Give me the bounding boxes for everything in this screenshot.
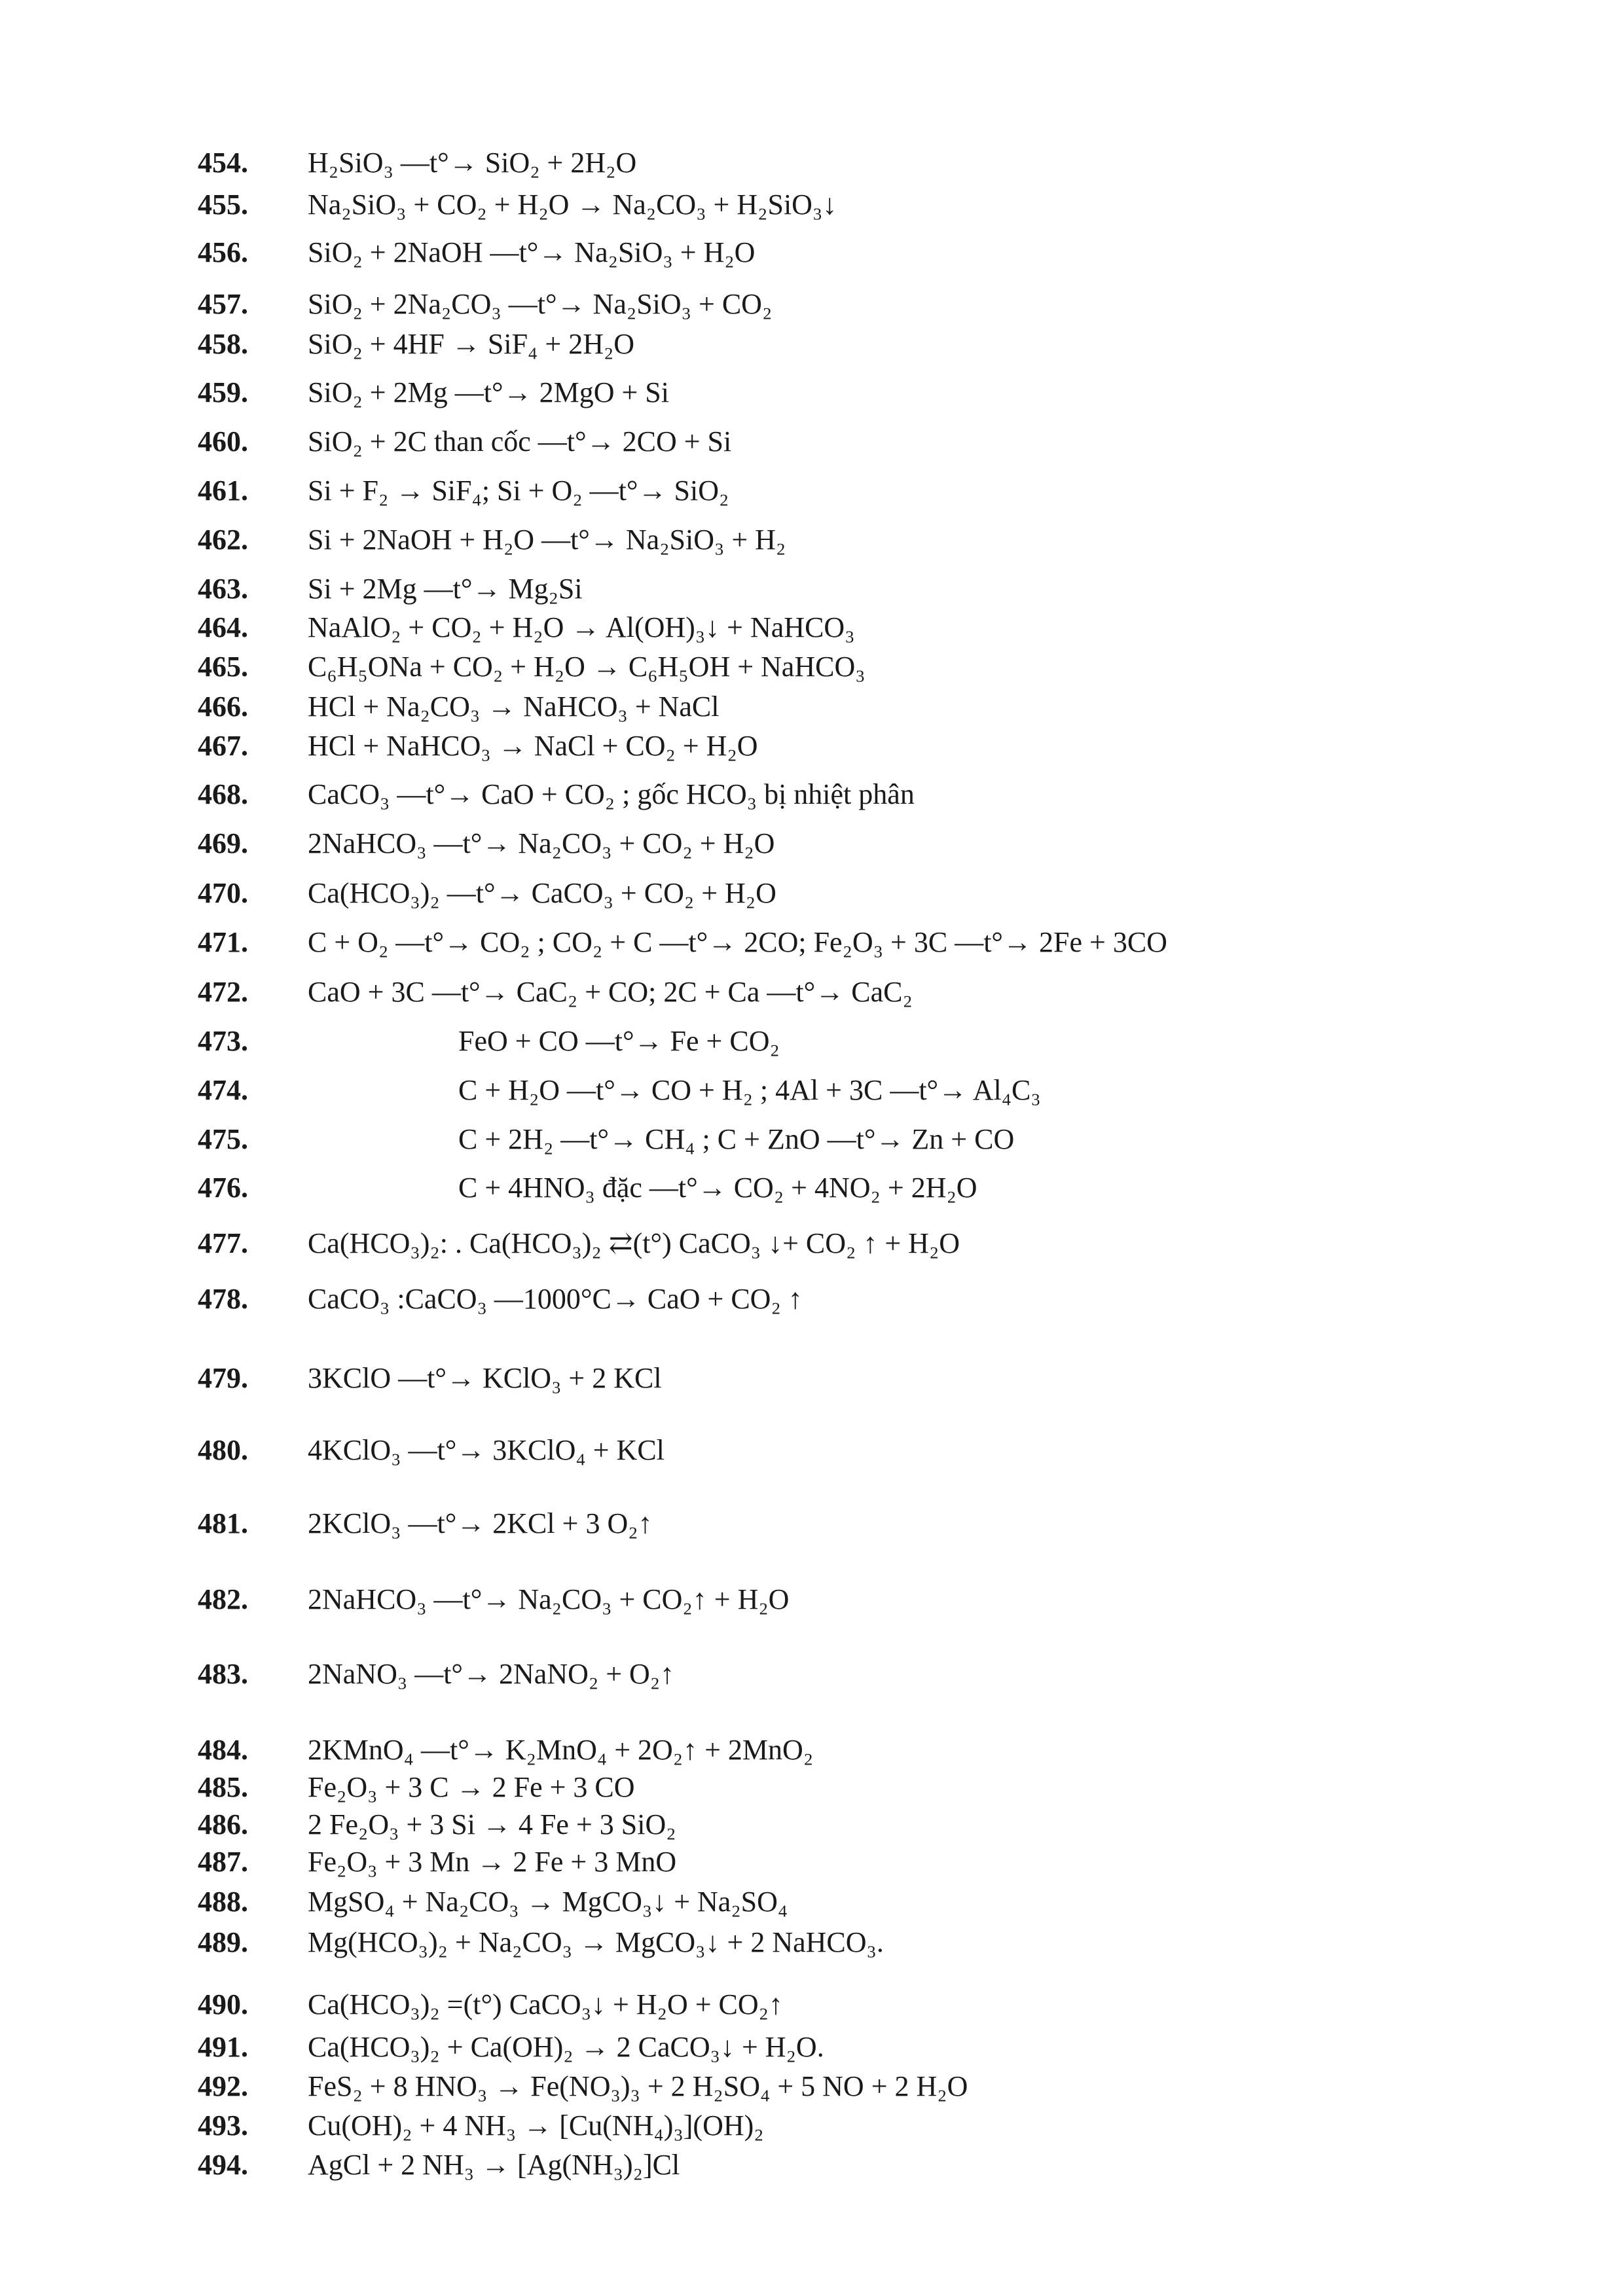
equation-number: 486.: [198, 1808, 248, 1840]
equation-text: SiO₂ + 2Mg —t°→ 2MgO + Si: [308, 376, 669, 408]
equation-text: CaCO₃ :CaCO₃ —1000°C→ CaO + CO₂ ↑: [308, 1283, 803, 1315]
equation-row: [0, 1768, 1623, 1807]
equation-number: 484.: [198, 1734, 248, 1766]
equation-number: 463.: [198, 573, 248, 605]
equation-number: 466.: [198, 691, 248, 723]
equation-text: Ca(HCO₃)₂ —t°→ CaCO₃ + CO₂ + H₂O: [308, 877, 776, 909]
equation-text: SiO₂ + 4HF → SiF₄ + 2H₂O: [308, 328, 635, 360]
equation-text: 2NaNO₃ —t°→ 2NaNO₂ + O₂↑: [308, 1658, 675, 1690]
equation-text: 4KClO₃ —t°→ 3KClO₄ + KCl: [308, 1434, 665, 1466]
equation-row: [0, 608, 1623, 647]
equation-number: 494.: [198, 2149, 248, 2181]
equation-text: 2KClO₃ —t°→ 2KCl + 3 O₂↑: [308, 1507, 653, 1539]
equation-number: 468.: [198, 778, 248, 810]
equation-text: C + O₂ —t°→ CO₂ ; CO₂ + C —t°→ 2CO; Fe₂O₃ + 3C —t°→ 2Fe + 3CO: [308, 926, 1167, 958]
equation-text: Na₂SiO₃ + CO₂ + H₂O → Na₂CO₃ + H₂SiO₃↓: [308, 188, 837, 221]
equation-number: 476.: [198, 1172, 248, 1204]
equation-text: MgSO₄ + Na₂CO₃ → MgCO₃↓ + Na₂SO₄: [308, 1886, 788, 1918]
equation-number: 480.: [198, 1434, 248, 1466]
equation-text: NaAlO₂ + CO₂ + H₂O → Al(OH)₃↓ + NaHCO₃: [308, 611, 855, 643]
equation-row: [0, 1805, 1623, 1844]
equation-number: 491.: [198, 2031, 248, 2063]
equation-number: 459.: [198, 376, 248, 408]
equation-row: [0, 824, 1623, 863]
equation-row: [0, 1359, 1623, 1398]
equation-text: H₂SiO₃ —t°→ SiO₂ + 2H₂O: [308, 147, 637, 179]
equation-number: 481.: [198, 1507, 248, 1539]
equation-number: 458.: [198, 328, 248, 360]
equation-number: 465.: [198, 651, 248, 683]
equation-text: AgCl + 2 NH₃ → [Ag(NH₃)₂]Cl: [308, 2149, 680, 2181]
equation-number: 493.: [198, 2109, 248, 2142]
equation-text: C + H₂O —t°→ CO + H₂ ; 4Al + 3C —t°→ Al₄C₃: [458, 1074, 1041, 1106]
equation-row: [0, 1120, 1623, 1159]
equation-row: [0, 422, 1623, 461]
equation-number: 456.: [198, 236, 248, 268]
equation-row: [0, 520, 1623, 560]
equation-number: 490.: [198, 1988, 248, 2020]
equation-row: [0, 1655, 1623, 1694]
equation-row: [0, 973, 1623, 1012]
equation-text: CaCO₃ —t°→ CaO + CO₂ ; gốc HCO₃ bị nhiệt phân: [308, 778, 915, 810]
equation-number: 467.: [198, 730, 248, 762]
equation-row: [0, 2106, 1623, 2145]
equation-text: C + 4HNO₃ đặc —t°→ CO₂ + 4NO₂ + 2H₂O: [458, 1172, 977, 1204]
equation-text: SiO₂ + 2C than cốc —t°→ 2CO + Si: [308, 425, 732, 457]
equation-text: SiO₂ + 2NaOH —t°→ Na₂SiO₃ + H₂O: [308, 236, 756, 268]
equation-text: C₆H₅ONa + CO₂ + H₂O → C₆H₅OH + NaHCO₃: [308, 651, 866, 683]
equation-number: 488.: [198, 1886, 248, 1918]
equation-row: [0, 1280, 1623, 1319]
equation-text: HCl + NaHCO₃ → NaCl + CO₂ + H₂O: [308, 730, 758, 762]
equation-number: 461.: [198, 475, 248, 507]
equation-text: SiO₂ + 2Na₂CO₃ —t°→ Na₂SiO₃ + CO₂: [308, 288, 773, 320]
equation-number: 482.: [198, 1583, 248, 1615]
equation-row: [0, 775, 1623, 814]
equation-row: [0, 185, 1623, 224]
equation-number: 470.: [198, 877, 248, 909]
equation-row: [0, 471, 1623, 511]
equation-row: [0, 373, 1623, 412]
equation-row: [0, 569, 1623, 609]
equation-number: 454.: [198, 147, 248, 179]
equation-row: [0, 1731, 1623, 1770]
equation-number: 462.: [198, 524, 248, 556]
equation-row: [0, 1842, 1623, 1882]
equation-row: [0, 647, 1623, 687]
equation-number: 455.: [198, 188, 248, 221]
equation-row: [0, 1985, 1623, 2024]
equation-number: 457.: [198, 288, 248, 320]
equation-text: Si + 2Mg —t°→ Mg₂Si: [308, 573, 583, 605]
equation-number: 464.: [198, 611, 248, 643]
equation-row: [0, 233, 1623, 272]
equation-row: [0, 1224, 1623, 1263]
equation-row: [0, 285, 1623, 324]
equation-row: [0, 687, 1623, 726]
equation-number: 469.: [198, 827, 248, 859]
equation-text: FeS₂ + 8 HNO₃ → Fe(NO₃)₃ + 2 H₂SO₄ + 5 NO + 2 H₂O: [308, 2070, 968, 2102]
equation-text: HCl + Na₂CO₃ → NaHCO₃ + NaCl: [308, 691, 720, 723]
equation-row: [0, 1504, 1623, 1543]
equation-text: FeO + CO —t°→ Fe + CO₂: [458, 1025, 780, 1057]
equation-text: Ca(HCO₃)₂ =(t°) CaCO₃↓ + H₂O + CO₂↑: [308, 1988, 784, 2020]
equation-row: [0, 2028, 1623, 2067]
equation-text: Cu(OH)₂ + 4 NH₃ → [Cu(NH₄)₃](OH)₂: [308, 2109, 764, 2142]
equation-text: Si + F₂ → SiF₄; Si + O₂ —t°→ SiO₂: [308, 475, 729, 507]
equation-text: 2 Fe₂O₃ + 3 Si → 4 Fe + 3 SiO₂: [308, 1808, 676, 1840]
equation-number: 471.: [198, 926, 248, 958]
equation-number: 478.: [198, 1283, 248, 1315]
equation-row: [0, 2145, 1623, 2185]
equation-text: Si + 2NaOH + H₂O —t°→ Na₂SiO₃ + H₂: [308, 524, 786, 556]
equation-text: Fe₂O₃ + 3 Mn → 2 Fe + 3 MnO: [308, 1846, 677, 1878]
equation-text: Mg(HCO₃)₂ + Na₂CO₃ → MgCO₃↓ + 2 NaHCO₃.: [308, 1926, 884, 1958]
equation-number: 489.: [198, 1926, 248, 1958]
equation-text: Fe₂O₃ + 3 C → 2 Fe + 3 CO: [308, 1771, 635, 1803]
equation-number: 472.: [198, 976, 248, 1008]
equation-text: Ca(HCO₃)₂: . Ca(HCO₃)₂ ⇄(t°) CaCO₃ ↓+ CO₂ ↑ + H₂O: [308, 1227, 960, 1259]
equation-number: 483.: [198, 1658, 248, 1690]
equation-text: 3KClO —t°→ KClO₃ + 2 KCl: [308, 1362, 662, 1394]
equation-number: 460.: [198, 425, 248, 457]
equation-number: 485.: [198, 1771, 248, 1803]
equation-text: Ca(HCO₃)₂ + Ca(OH)₂ → 2 CaCO₃↓ + H₂O.: [308, 2031, 824, 2063]
equation-number: 477.: [198, 1227, 248, 1259]
equation-row: [0, 1168, 1623, 1208]
equation-row: [0, 1882, 1623, 1922]
equation-text: 2NaHCO₃ —t°→ Na₂CO₃ + CO₂ + H₂O: [308, 827, 775, 859]
equation-row: [0, 1071, 1623, 1110]
equation-text: 2NaHCO₃ —t°→ Na₂CO₃ + CO₂↑ + H₂O: [308, 1583, 790, 1615]
equation-row: [0, 1580, 1623, 1619]
equation-row: [0, 1923, 1623, 1962]
equation-row: [0, 923, 1623, 962]
equation-row: [0, 726, 1623, 766]
equation-number: 492.: [198, 2070, 248, 2102]
equation-number: 473.: [198, 1025, 248, 1057]
equation-number: 475.: [198, 1123, 248, 1155]
equation-text: C + 2H₂ —t°→ CH₄ ; C + ZnO —t°→ Zn + CO: [458, 1123, 1015, 1155]
equation-row: [0, 1022, 1623, 1061]
equation-number: 479.: [198, 1362, 248, 1394]
equation-number: 474.: [198, 1074, 248, 1106]
equation-text: CaO + 3C —t°→ CaC₂ + CO; 2C + Ca —t°→ CaC₂: [308, 976, 913, 1008]
equation-number: 487.: [198, 1846, 248, 1878]
equation-row: [0, 325, 1623, 364]
equation-row: [0, 874, 1623, 913]
equation-text: 2KMnO₄ —t°→ K₂MnO₄ + 2O₂↑ + 2MnO₂: [308, 1734, 814, 1766]
equation-row: [0, 143, 1623, 183]
equation-row: [0, 1431, 1623, 1470]
equation-row: [0, 2067, 1623, 2106]
